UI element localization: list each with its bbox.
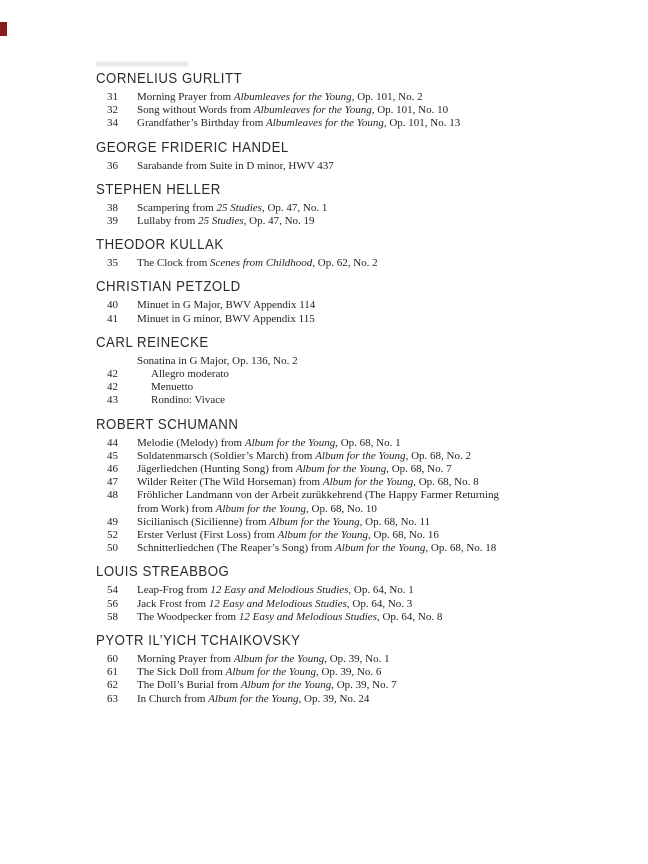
title-line xyxy=(137,91,596,104)
piece-title xyxy=(137,463,596,476)
piece-title xyxy=(137,368,596,381)
toc-section xyxy=(96,632,596,706)
piece-title xyxy=(137,394,596,407)
piece-title xyxy=(137,542,596,555)
scan-artifact xyxy=(96,62,188,66)
title-line xyxy=(137,355,596,368)
page-number: 42 xyxy=(107,368,118,381)
piece-title xyxy=(137,476,596,489)
page-number: 49 xyxy=(107,515,118,528)
page-number: 40 xyxy=(107,299,118,312)
toc-entry xyxy=(96,679,596,692)
toc-entry xyxy=(96,381,596,394)
piece-title xyxy=(137,437,596,450)
page-number: 50 xyxy=(107,542,118,555)
piece-title xyxy=(137,693,596,706)
title-text: , Op. 68, No. 2 xyxy=(405,449,471,462)
title-text: , Op. 39, No. 1 xyxy=(324,653,390,666)
toc-section xyxy=(96,139,596,173)
title-text: Scampering from xyxy=(137,201,217,214)
collection-title: 25 Studies xyxy=(198,215,244,228)
toc-entry xyxy=(96,160,596,173)
title-text: Lullaby from xyxy=(137,215,199,228)
piece-title xyxy=(137,516,596,529)
toc-entry xyxy=(96,313,596,326)
page-number: 48 xyxy=(107,489,118,502)
title-text: , Op. 68, No. 16 xyxy=(368,529,439,542)
title-line xyxy=(137,257,596,270)
collection-title: Album for the Young xyxy=(277,529,369,542)
piece-title xyxy=(137,653,596,666)
collection-title: Album for the Young xyxy=(269,515,360,528)
piece-title xyxy=(137,160,596,173)
title-text: Schnitterliedchen (The Reaper’s Song) from xyxy=(137,542,336,555)
toc-entry xyxy=(96,437,596,450)
title-line xyxy=(137,653,596,666)
title-text: Rondino: Vivace xyxy=(151,394,225,407)
piece-title xyxy=(137,529,596,542)
page-number: 32 xyxy=(107,104,118,117)
title-text: Morning Prayer from xyxy=(137,91,234,103)
title-line xyxy=(137,611,596,624)
page-number: 38 xyxy=(107,201,118,214)
title-text: , Op. 39, No. 7 xyxy=(331,679,397,692)
page-number: 60 xyxy=(107,653,118,666)
piece-title xyxy=(137,489,596,515)
collection-title: Album for the Young xyxy=(335,542,426,555)
toc-entry xyxy=(96,611,596,624)
title-text: The Sick Doll from xyxy=(137,666,226,679)
toc-entry xyxy=(96,202,596,215)
collection-title: Album for the Young xyxy=(322,476,414,489)
title-text: Minuet in G minor, BWV Appendix 115 xyxy=(137,312,315,325)
title-text: , Op. 68, No. 7 xyxy=(386,463,452,476)
title-text: Erster Verlust (First Loss) from xyxy=(137,529,278,542)
title-line xyxy=(137,117,596,130)
title-text: Leap-Frog from xyxy=(137,584,211,597)
collection-title: 12 Easy and Melodious Studies xyxy=(208,597,347,610)
toc-entry xyxy=(96,476,596,489)
toc-entry xyxy=(96,584,596,597)
piece-title xyxy=(137,611,596,624)
collection-title: 25 Studies xyxy=(216,201,262,214)
title-line xyxy=(151,394,596,407)
title-line xyxy=(137,104,596,117)
toc xyxy=(96,70,596,706)
page-number: 46 xyxy=(107,463,118,476)
title-line xyxy=(137,215,596,228)
collection-title: Scenes from Childhood xyxy=(210,257,313,270)
title-text: , Op. 39, No. 6 xyxy=(315,666,382,679)
title-text: Song without Words from xyxy=(137,104,254,117)
collection-title: Albumleaves for the Young xyxy=(233,91,352,103)
page-number: 56 xyxy=(107,597,118,610)
piece-title xyxy=(137,104,596,117)
collection-title: Album for the Young xyxy=(295,463,387,476)
collection-title: Albumleaves for the Young xyxy=(253,104,372,117)
collection-title: Album for the Young xyxy=(215,502,307,515)
page-number: 61 xyxy=(107,666,118,679)
page-number: 52 xyxy=(107,529,118,542)
piece-title xyxy=(137,584,596,597)
composer-heading: CARL REINECKE xyxy=(96,333,209,351)
page-number: 34 xyxy=(107,117,118,130)
page-number: 63 xyxy=(107,692,118,705)
toc-entry xyxy=(96,542,596,555)
title-text: Melodie (Melody) from xyxy=(137,436,245,449)
toc-entry xyxy=(96,368,596,381)
title-line xyxy=(137,463,596,476)
toc-entry xyxy=(96,215,596,228)
toc-entry xyxy=(96,693,596,706)
collection-title: Album for the Young xyxy=(315,449,406,462)
page-number: 54 xyxy=(107,584,118,597)
piece-title xyxy=(137,215,596,228)
toc-entry xyxy=(96,117,596,130)
title-line xyxy=(137,437,596,450)
title-text: Sonatina in G Major, Op. 136, No. 2 xyxy=(137,354,298,367)
piece-title xyxy=(137,666,596,679)
collection-title: Album for the Young xyxy=(208,692,299,705)
title-line xyxy=(137,450,596,463)
piece-title xyxy=(137,598,596,611)
toc-entry xyxy=(96,598,596,611)
title-line xyxy=(137,679,596,692)
title-text: The Clock from xyxy=(137,257,211,270)
page-number: 45 xyxy=(107,449,118,462)
piece-title xyxy=(137,355,596,368)
page-number: 39 xyxy=(107,215,118,228)
piece-title xyxy=(137,299,596,312)
toc-entry xyxy=(96,355,596,368)
title-line xyxy=(137,202,596,215)
page-number: 31 xyxy=(107,91,118,103)
collection-title: Album for the Young xyxy=(233,653,325,666)
title-text: The Woodpecker from xyxy=(137,610,239,623)
toc-section xyxy=(96,70,596,131)
collection-title: 12 Easy and Melodious Studies xyxy=(238,610,377,623)
toc-section xyxy=(96,563,596,624)
toc-entry xyxy=(96,450,596,463)
composer-heading: CORNELIUS GURLITT xyxy=(96,70,243,87)
title-text: Soldatenmarsch (Soldier’s March) from xyxy=(137,449,316,462)
title-text: , Op. 101, No. 13 xyxy=(383,117,461,130)
title-line xyxy=(137,666,596,679)
title-line xyxy=(137,503,596,516)
page-number: 47 xyxy=(107,476,118,489)
toc-entry xyxy=(96,104,596,117)
toc-entry xyxy=(96,257,596,270)
title-text: , Op. 64, No. 8 xyxy=(376,610,443,623)
page-number: 58 xyxy=(107,610,118,623)
piece-title xyxy=(137,202,596,215)
title-line xyxy=(151,381,596,394)
composer-heading: THEODOR KULLAK xyxy=(96,236,224,254)
title-text: , Op. 39, No. 24 xyxy=(298,692,370,705)
piece-title xyxy=(137,313,596,326)
title-text: Sicilianisch (Sicilienne) from xyxy=(137,515,270,528)
toc-entry xyxy=(96,489,596,515)
toc-entry xyxy=(96,516,596,529)
title-line xyxy=(137,299,596,312)
title-text: , Op. 62, No. 2 xyxy=(312,257,378,270)
title-line xyxy=(137,529,596,542)
toc-entry xyxy=(96,529,596,542)
page-number: 42 xyxy=(107,381,118,394)
composer-heading: PYOTR IL’YICH TCHAIKOVSKY xyxy=(96,632,301,650)
toc-entry xyxy=(96,666,596,679)
corner-marker xyxy=(0,22,7,36)
collection-title: Album for the Young xyxy=(240,679,332,692)
title-text: , Op. 47, No. 19 xyxy=(243,215,315,228)
title-line xyxy=(137,476,596,489)
title-text: , Op. 64, No. 1 xyxy=(348,584,414,597)
title-text: Menuetto xyxy=(151,381,194,394)
collection-title: Albumleaves for the Young xyxy=(266,117,384,130)
title-line xyxy=(137,693,596,706)
toc-section xyxy=(96,416,596,556)
composer-heading: STEPHEN HELLER xyxy=(96,180,221,198)
toc-entry xyxy=(96,299,596,312)
title-text: Fröhlicher Landmann von der Arbeit zurükkehrend (The Happy Farmer Returning xyxy=(137,489,499,502)
title-text: Jack Frost from xyxy=(137,597,209,610)
title-line xyxy=(137,489,596,502)
title-text: , Op. 101, No. 10 xyxy=(371,104,449,117)
page-number: 35 xyxy=(107,257,118,270)
toc-section xyxy=(96,236,596,270)
title-text: , Op. 68, No. 10 xyxy=(306,502,377,515)
page-number: 41 xyxy=(107,312,118,325)
title-text: Allegro moderato xyxy=(151,368,229,381)
toc-section xyxy=(96,181,596,228)
toc-entry xyxy=(96,394,596,407)
piece-title xyxy=(137,257,596,270)
page-number: 43 xyxy=(107,394,118,407)
piece-title xyxy=(137,117,596,130)
title-text: , Op. 68, No. 11 xyxy=(359,515,431,528)
piece-title xyxy=(137,91,596,104)
title-text: The Doll’s Burial from xyxy=(137,679,241,692)
title-text: Jägerliedchen (Hunting Song) from xyxy=(137,463,296,476)
title-text: , Op. 68, No. 8 xyxy=(413,476,479,489)
title-line xyxy=(151,368,596,381)
title-line xyxy=(137,313,596,326)
title-text: Minuet in G Major, BWV Appendix 114 xyxy=(137,299,316,312)
piece-title xyxy=(137,450,596,463)
page-number: 44 xyxy=(107,436,118,449)
title-text: Morning Prayer from xyxy=(137,653,234,666)
title-line xyxy=(137,584,596,597)
title-line xyxy=(137,542,596,555)
piece-title xyxy=(137,381,596,394)
toc-section xyxy=(96,334,596,408)
title-line xyxy=(137,160,596,173)
title-text: , Op. 64, No. 3 xyxy=(346,597,413,610)
composer-heading: LOUIS STREABBOG xyxy=(96,563,230,581)
composer-heading: CHRISTIAN PETZOLD xyxy=(96,278,241,296)
page-number xyxy=(96,355,137,368)
piece-title xyxy=(137,679,596,692)
page-number: 62 xyxy=(107,679,118,692)
toc-entry xyxy=(96,463,596,476)
collection-title: Album for the Young xyxy=(225,666,316,679)
title-line xyxy=(137,516,596,529)
toc-entry xyxy=(96,91,596,104)
title-text: , Op. 101, No. 2 xyxy=(351,91,423,103)
title-text: In Church from xyxy=(137,692,209,705)
title-text: Sarabande from Suite in D minor, HWV 437 xyxy=(137,159,334,172)
composer-heading: GEORGE FRIDERIC HANDEL xyxy=(96,138,289,156)
composer-heading: ROBERT SCHUMANN xyxy=(96,415,239,433)
title-text: from Work) from xyxy=(137,502,216,515)
toc-entry xyxy=(96,653,596,666)
title-text: , Op. 68, No. 1 xyxy=(335,436,401,449)
page-number: 36 xyxy=(107,159,118,172)
toc-section xyxy=(96,278,596,325)
title-line xyxy=(137,598,596,611)
title-text: Wilder Reiter (The Wild Horseman) from xyxy=(137,476,323,489)
title-text: Grandfather’s Birthday from xyxy=(137,117,267,130)
collection-title: 12 Easy and Melodious Studies xyxy=(210,584,349,597)
title-text: , Op. 47, No. 1 xyxy=(261,201,328,214)
title-text: , Op. 68, No. 18 xyxy=(425,542,497,555)
collection-title: Album for the Young xyxy=(244,436,336,449)
